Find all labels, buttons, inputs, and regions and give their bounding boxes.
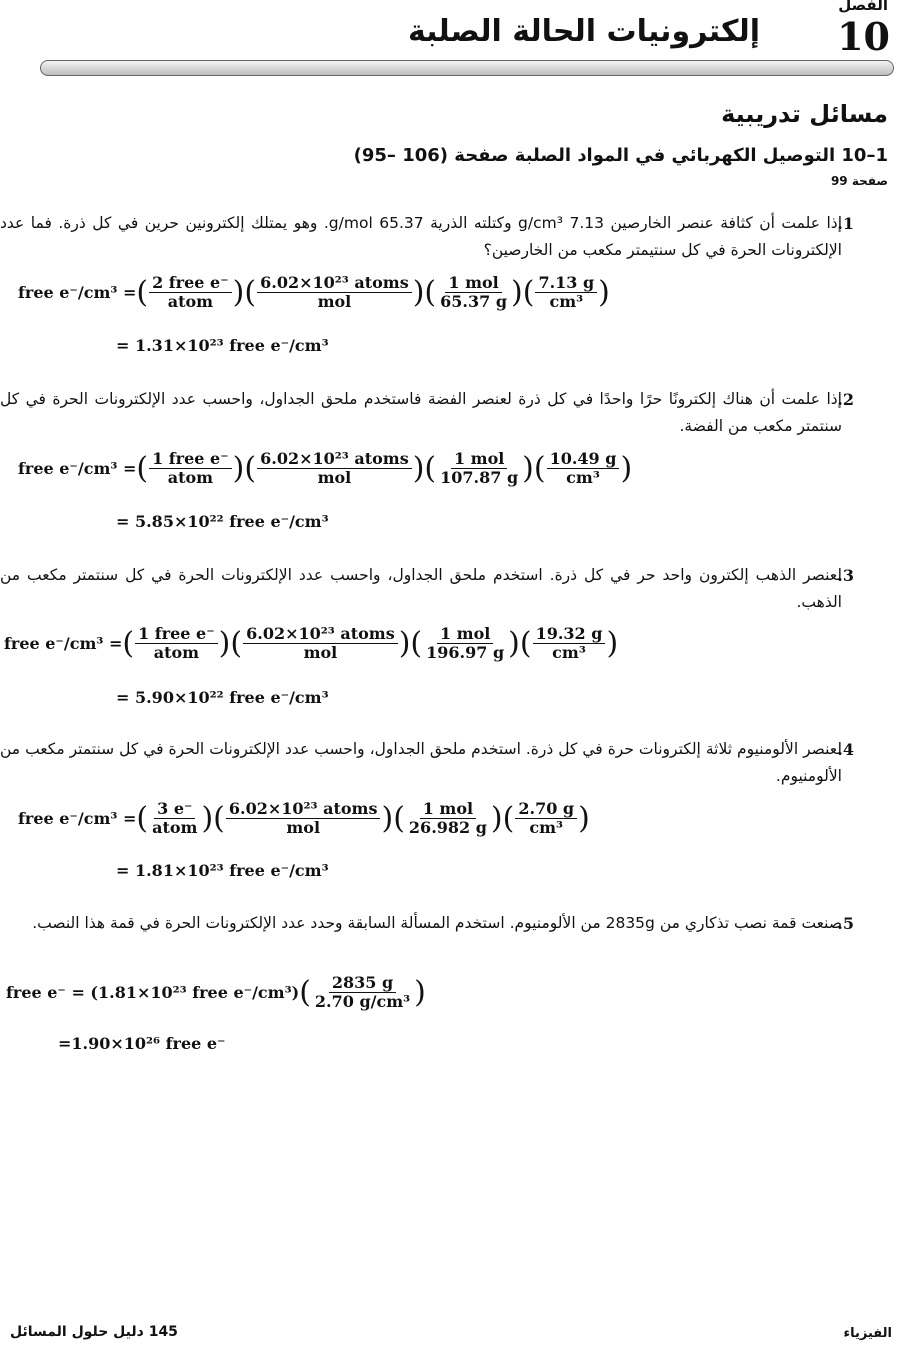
fraction: $\frac{\text{6.02×10²³ atoms}}{\text{mol}}$ — [226, 800, 381, 837]
problem-number: .4 — [837, 740, 854, 759]
fraction: $\frac{2835 g}{\text{2.70 g/cm³}}$ — [314, 973, 411, 1011]
equation: free e⁻/cm³ = ( $\frac{\text{1 free e⁻}}{\text{atom}}$ ) ( $\frac{\text{6.02×10²³ atoms}}{\text{mol}}$ ) ( $\frac{\text{1 mol}}{196.97 g}$ ) ( $\frac{19.32 g}{\text{cm³}}$ ) — [4, 624, 619, 662]
chapter-label: الفصل — [838, 0, 888, 14]
equation: free e⁻/cm³ = ( $\frac{\text{1 free e⁻}}{\text{atom}}$ ) ( $\frac{\text{6.02×10²³ atoms}}{\text{mol}}$ ) ( $\frac{\text{1 mol}}{107.87 g}$ ) ( $\frac{10.49 g}{\text{cm³}}$ ) — [18, 449, 633, 487]
equation: free e⁻ = (1.81×10²³ free e⁻/cm³) ( $\frac{2835 g}{\text{2.70 g/cm³}}$ ) — [6, 973, 426, 1011]
footer-page-info: 145 دليل حلول المسائل — [10, 1324, 178, 1340]
fraction: $\frac{\text{1 mol}}{107.87 g}$ — [440, 449, 519, 487]
equation-result: = 5.85×10²² free e⁻/cm³ — [116, 512, 329, 531]
chapter-number: 10 — [837, 14, 890, 59]
chapter-title: إلكترونيات الحالة الصلبة — [407, 14, 760, 49]
equation-factor: (1.81×10²³ free e⁻/cm³) — [90, 983, 300, 1002]
fraction: $\frac{\text{1 mol}}{196.97 g}$ — [426, 624, 505, 662]
fraction: $\frac{\text{2 free e⁻}}{\text{atom}}$ — [149, 274, 232, 311]
section-title: مسائل تدريبية — [721, 100, 888, 128]
problem-number: .1 — [837, 214, 854, 233]
problem-number: .2 — [837, 390, 854, 409]
section-subtitle: 1–10 التوصيل الكهربائي في المواد الصلبة صفحة (106 –95) — [353, 145, 888, 166]
problem-text: لعنصر الذهب إلكترون واحد حر في كل ذرة. استخدم ملحق الجداول، واحسب عدد الإلكترونات الحرة في كل سنتمتر مكعب من الذهب. — [0, 566, 842, 611]
problem-text: إذا علمت أن هناك إلكترونًا حرًا واحدًا في كل ذرة لعنصر الفضة فاستخدم ملحق الجداول، واحسب عدد الإلكترونات الحرة في كل سنتمتر مكعب من الفضة. — [0, 390, 842, 435]
fraction: $\frac{\text{6.02×10²³ atoms}}{\text{mol}}$ — [257, 450, 412, 487]
problem-number: .5 — [837, 914, 854, 933]
equation-lhs: free e⁻/cm³ = — [4, 634, 123, 653]
fraction: $\frac{\text{1 mol}}{26.982 g}$ — [408, 799, 487, 837]
problem-text: صنعت قمة نصب تذكاري من 2835g من الألومنيوم. استخدم المسألة السابقة وحدد عدد الإلكترونات الحرة في قمة هذا النصب. — [32, 914, 842, 932]
equation-lhs: free e⁻ = — [6, 983, 85, 1002]
fraction: $\frac{\text{6.02×10²³ atoms}}{\text{mol}}$ — [257, 274, 412, 311]
fraction: $\frac{3 e^-}{\text{atom}}$ — [152, 799, 198, 837]
equation-result: = 5.90×10²² free e⁻/cm³ — [116, 688, 329, 707]
fraction: $\frac{\text{1 free e⁻}}{\text{atom}}$ — [149, 450, 232, 487]
fraction: $\frac{2.70 g}{\text{cm³}}$ — [515, 800, 577, 837]
fraction: $\frac{10.49 g}{\text{cm³}}$ — [547, 450, 620, 487]
equation-lhs: free e⁻/cm³ = — [18, 283, 137, 302]
equation: free e⁻/cm³ = ( $\frac{\text{2 free e⁻}}{\text{atom}}$ ) ( $\frac{\text{6.02×10²³ atoms}}{\text{mol}}$ ) ( $\frac{\text{1 mol}}{65.37 g}$ ) ( $\frac{7.13 g}{\text{cm³}}$ ) — [18, 273, 610, 311]
problem-text: إذا علمت أن كثافة عنصر الخارصين 7.13 g/cm³ وكتلته الذرية 65.37 g/mol. وهو يمتلك إلكترونين حرين في كل ذرة. فما عدد الإلكترونات الحرة في كل سنتيمتر مكعب من الخارصين؟ — [0, 214, 842, 259]
page-reference: صفحة 99 — [830, 174, 888, 188]
equation-result: =1.90×10²⁶ free e⁻ — [58, 1034, 226, 1053]
equation-result: = 1.81×10²³ free e⁻/cm³ — [116, 861, 329, 880]
problem-number: .3 — [837, 566, 854, 585]
fraction: $\frac{19.32 g}{\text{cm³}}$ — [533, 625, 606, 662]
fraction: $\frac{\text{6.02×10²³ atoms}}{\text{mol}}$ — [243, 625, 398, 662]
equation: free e⁻/cm³ = ( $\frac{3 e^-}{\text{atom}}$ ) ( $\frac{\text{6.02×10²³ atoms}}{\text{mol}}$ ) ( $\frac{\text{1 mol}}{26.982 g}$ ) ( $\frac{2.70 g}{\text{cm³}}$ ) — [18, 799, 590, 837]
problem-text: لعنصر الألومنيوم ثلاثة إلكترونات حرة في كل ذرة. استخدم ملحق الجداول، واحسب عدد الإلكترونات الحرة في كل سنتمتر مكعب من الألومنيوم. — [0, 740, 842, 785]
fraction: $\frac{\text{1 free e⁻}}{\text{atom}}$ — [135, 625, 218, 662]
equation-lhs: free e⁻/cm³ = — [18, 809, 137, 828]
fraction: $\frac{\text{1 mol}}{65.37 g}$ — [440, 273, 507, 311]
header-bar — [40, 60, 894, 76]
equation-lhs: free e⁻/cm³ = — [18, 459, 137, 478]
fraction: $\frac{7.13 g}{\text{cm³}}$ — [535, 274, 597, 311]
equation-result: = 1.31×10²³ free e⁻/cm³ — [116, 336, 329, 355]
footer-subject: الفيزياء — [843, 1326, 892, 1341]
